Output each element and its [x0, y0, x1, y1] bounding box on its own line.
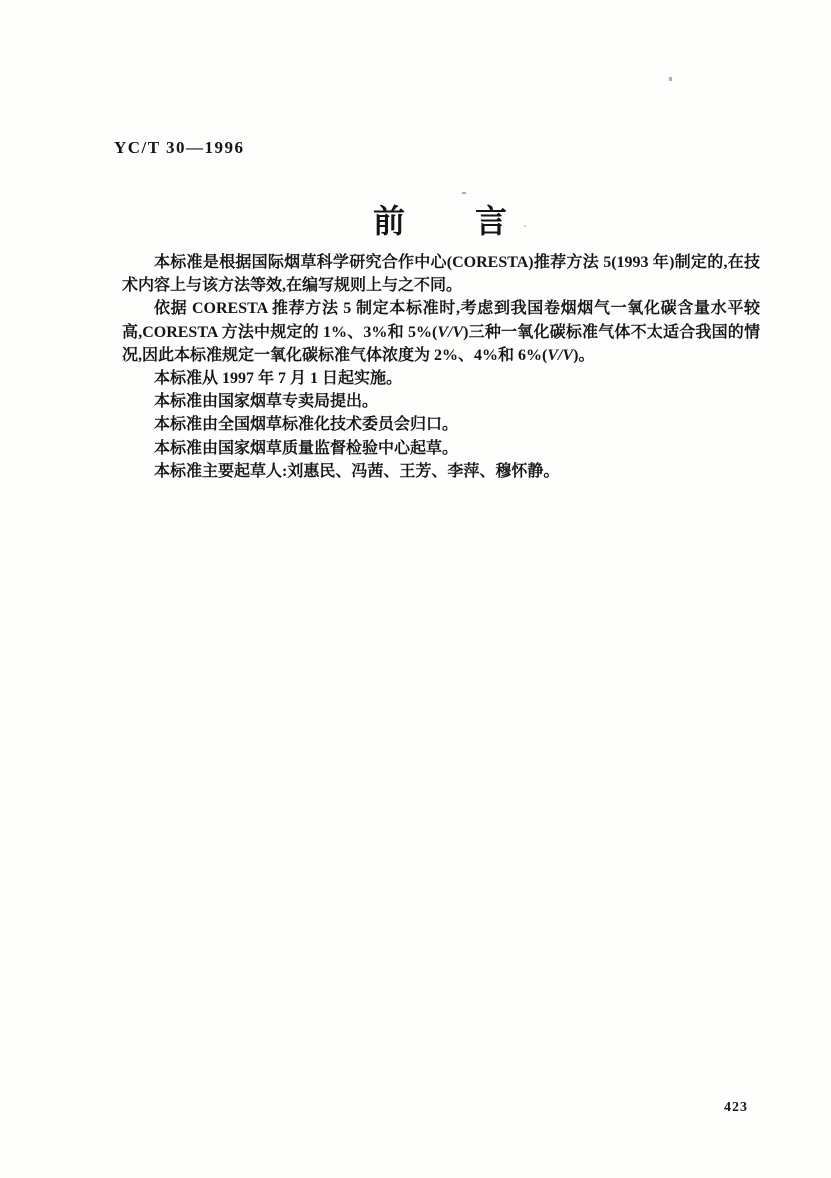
text-run: 本标准由国家烟草质量监督检验中心起草。: [154, 439, 459, 457]
paragraph: [122, 251, 760, 297]
text-run: )。: [573, 346, 595, 364]
paragraph: [122, 390, 760, 413]
paragraph: [122, 297, 760, 367]
text-run: 本标准从 1997 年 7 月 1 日起实施。: [154, 370, 403, 388]
standard-code: YC/T 30—1996: [114, 138, 245, 157]
document-title: 前 言: [372, 203, 509, 239]
scan-artifact: [462, 192, 466, 194]
text-run: 本标准是根据国际烟草科学研究合作中心(CORESTA)推荐方法 5(1993 年)制定的,在技术内容上与该方法等效,在编写规则上与之不同。: [122, 254, 760, 295]
text-run: 本标准由国家烟草专卖局提出。: [154, 393, 379, 411]
text-run: 本标准由全国烟草标准化技术委员会归口。: [154, 416, 459, 434]
scan-artifact: [669, 77, 672, 81]
text-run: )三种一氧化碳标准气体不太适合我国的情况,因此本标准规定一氧化碳标准气体浓度为 2%、4%和 6%(: [122, 323, 760, 364]
text-run: 依据 CORESTA 推荐方法 5 制定本标准时,考虑到我国卷烟烟气一氧化碳含量水平较高,CORESTA 方法中规定的 1%、3%和 5%(: [122, 300, 760, 341]
paragraph: [122, 437, 760, 460]
italic-text-run: V/V: [547, 346, 574, 364]
paragraph: [122, 460, 760, 483]
paragraph: [122, 413, 760, 436]
paragraph: [122, 367, 760, 390]
text-run: 本标准主要起草人:刘惠民、冯茜、王芳、李萍、穆怀静。: [154, 462, 560, 480]
foreword-body: [122, 251, 760, 483]
page-number: 423: [724, 1100, 748, 1115]
italic-text-run: V/V: [437, 323, 464, 341]
